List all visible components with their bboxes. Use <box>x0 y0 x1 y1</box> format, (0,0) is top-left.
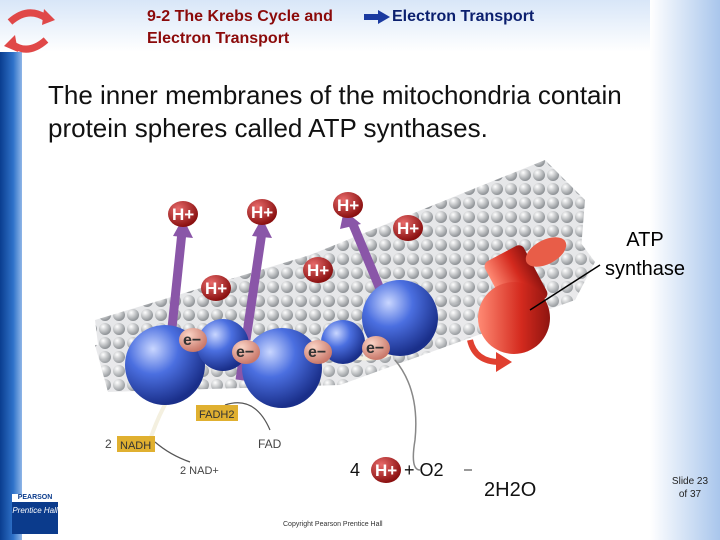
fad-label: FAD <box>258 437 282 451</box>
svg-text:H+: H+ <box>172 205 195 224</box>
svg-text:e−: e− <box>366 340 385 357</box>
copyright-notice: Copyright Pearson Prentice Hall <box>283 521 383 528</box>
svg-text:e−: e− <box>308 344 327 361</box>
equation-coefficient: 4 <box>350 460 361 480</box>
atp-synthase-label: ATP synthase <box>604 229 686 280</box>
svg-text:H+: H+ <box>375 461 398 480</box>
svg-text:H+: H+ <box>397 219 420 238</box>
electron-path <box>395 360 420 470</box>
nadh-box <box>105 436 155 452</box>
slide-number: Slide 23 of 37 <box>671 476 709 500</box>
equation-proton <box>371 457 401 483</box>
section-subtitle: Electron Transport <box>392 8 535 25</box>
nad-label: 2 NAD+ <box>180 465 219 477</box>
svg-text:H+: H+ <box>205 279 228 298</box>
svg-text:FADH2: FADH2 <box>199 409 235 421</box>
equation-oxygen: + O2 <box>404 460 444 480</box>
nadh-path <box>155 442 190 462</box>
svg-text:2: 2 <box>105 437 112 451</box>
svg-text:e−: e− <box>183 332 202 349</box>
logo-top-text: PEARSON <box>12 494 58 502</box>
section-title: 9-2 The Krebs Cycle and Electron Transport <box>147 8 333 47</box>
svg-text:H+: H+ <box>251 203 274 222</box>
svg-text:H+: H+ <box>307 261 330 280</box>
body-paragraph: The inner membranes of the mitochondria contain protein spheres called ATP synthases. <box>48 80 622 143</box>
svg-text:H+: H+ <box>337 196 360 215</box>
fadh2-box <box>196 405 238 421</box>
svg-text:NADH: NADH <box>120 440 152 452</box>
water-product: 2H2O <box>484 479 537 501</box>
protein-complex <box>242 328 322 408</box>
svg-text:e−: e− <box>236 344 255 361</box>
publisher-logo <box>12 494 58 534</box>
logo-bottom-text: Prentice Hall <box>12 506 58 515</box>
